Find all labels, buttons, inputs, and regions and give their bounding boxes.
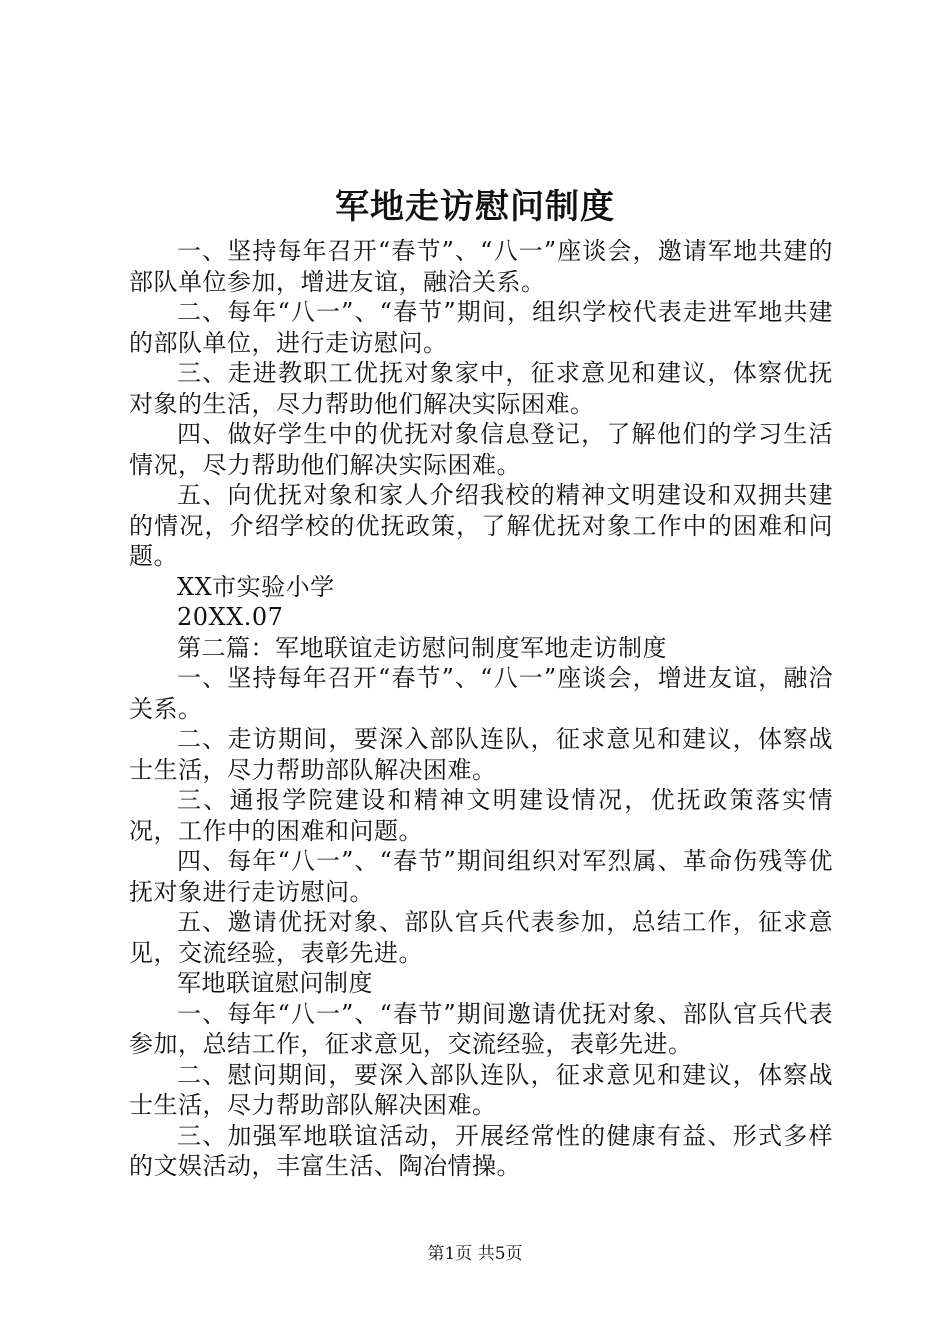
paragraph: 一、坚持每年召开“春节”、“八一”座谈会，邀请军地共建的部队单位参加，增进友谊，融洽关系。 [129, 237, 833, 296]
paragraph: 四、做好学生中的优抚对象信息登记，了解他们的学习生活情况，尽力帮助他们解决实际困难。 [129, 420, 833, 479]
document-body [129, 236, 833, 1182]
paragraph: 二、每年“八一”、“春节”期间，组织学校代表走进军地共建的部队单位，进行走访慰问。 [129, 298, 833, 357]
paragraph: 二、慰问期间，要深入部队连队，征求意见和建议，体察战士生活，尽力帮助部队解决困难。 [129, 1060, 833, 1119]
paragraph: 一、坚持每年召开“春节”、“八一”座谈会，增进友谊，融洽关系。 [129, 664, 833, 723]
paragraph: 三、通报学院建设和精神文明建设情况，优抚政策落实情况，工作中的困难和问题。 [129, 786, 833, 845]
signature-school: XX市实验小学 [177, 572, 335, 601]
document-title: 军地走访慰问制度 [335, 187, 615, 227]
paragraph: 四、每年“八一”、“春节”期间组织对军烈属、革命伤残等优抚对象进行走访慰问。 [129, 847, 833, 906]
paragraph: 五、向优抚对象和家人介绍我校的精神文明建设和双拥共建的情况，介绍学校的优抚政策，了解优抚对象工作中的困难和问题。 [129, 481, 833, 570]
paragraph: 三、加强军地联谊活动，开展经常性的健康有益、形式多样的文娱活动，丰富生活、陶冶情操。 [129, 1121, 833, 1180]
paragraph: 三、走进教职工优抚对象家中，征求意见和建议，体察优抚对象的生活，尽力帮助他们解决实际困难。 [129, 359, 833, 418]
section-heading: 第二篇：军地联谊走访慰问制度军地走访制度 [177, 633, 667, 662]
paragraph: 五、邀请优抚对象、部队官兵代表参加，总结工作，征求意见，交流经验，表彰先进。 [129, 908, 833, 967]
section-heading: 军地联谊慰问制度 [177, 969, 373, 997]
paragraph: 二、走访期间，要深入部队连队，征求意见和建议，体察战士生活，尽力帮助部队解决困难。 [129, 725, 833, 784]
page-footer: 第1页 共5页 [427, 1244, 523, 1264]
signature-date: 20XX.07 [177, 603, 284, 631]
paragraph: 一、每年“八一”、“春节”期间邀请优抚对象、部队官兵代表参加，总结工作，征求意见，交流经验，表彰先进。 [129, 999, 833, 1058]
